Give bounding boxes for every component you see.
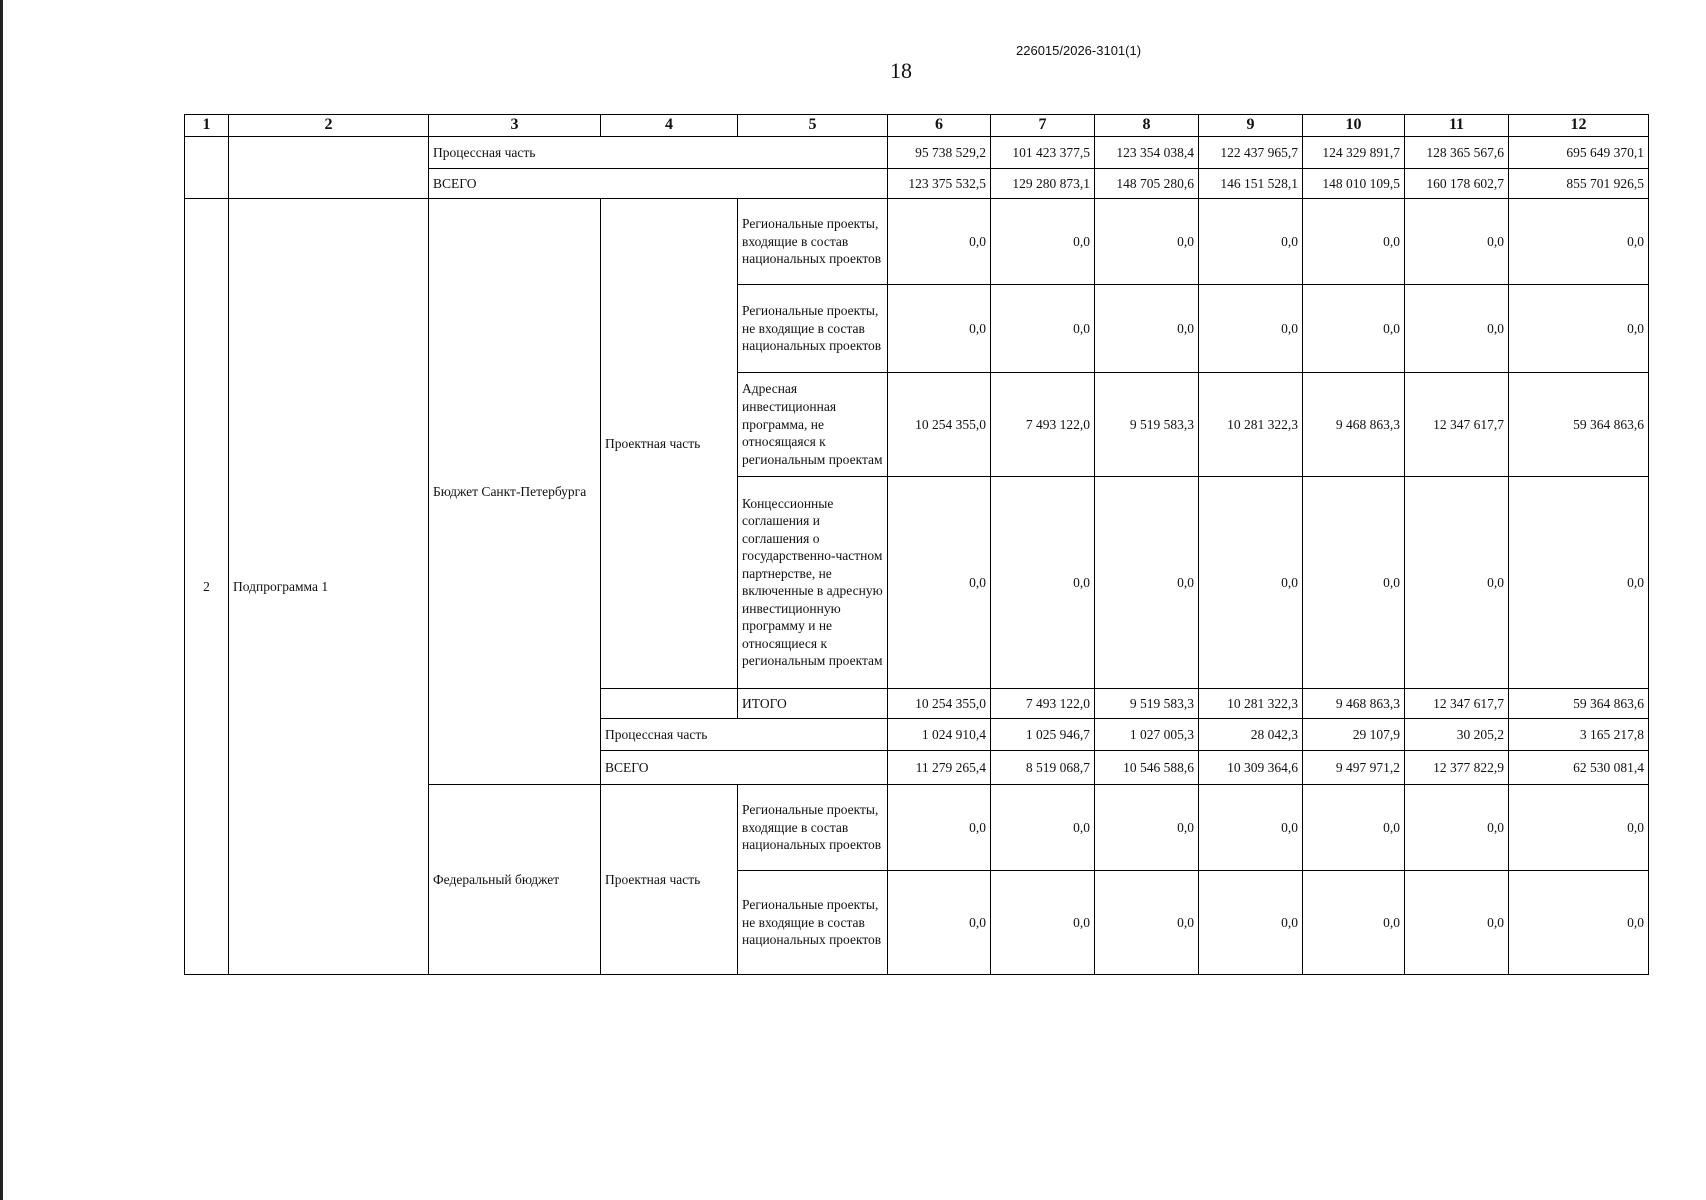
table-row — [185, 198, 1649, 284]
row-label: Процессная часть — [601, 718, 888, 750]
value-cell: 0,0 — [888, 784, 991, 870]
value-cell: 8 519 068,7 — [991, 750, 1095, 784]
value-cell: 1 027 005,3 — [1095, 718, 1199, 750]
value-cell: 0,0 — [1199, 198, 1303, 284]
value-cell: 59 364 863,6 — [1509, 372, 1649, 476]
column-number-row — [185, 115, 1649, 137]
page-number: 18 — [890, 58, 912, 83]
category-label: Адресная инвестиционная программа, не относящаяся к региональным проектам — [738, 372, 888, 476]
value-cell: 9 519 583,3 — [1095, 372, 1199, 476]
funding-source: Бюджет Санкт-Петербурга — [429, 198, 601, 784]
value-cell: 0,0 — [991, 284, 1095, 372]
value-cell: 123 354 038,4 — [1095, 136, 1199, 168]
scan-edge — [0, 0, 3, 1200]
value-cell: 855 701 926,5 — [1509, 168, 1649, 198]
value-cell: 0,0 — [1509, 784, 1649, 870]
column-number-cell: 6 — [888, 115, 991, 137]
value-cell: 129 280 873,1 — [991, 168, 1095, 198]
category-label: Региональные проекты, входящие в состав национальных проектов — [738, 784, 888, 870]
value-cell: 128 365 567,6 — [1405, 136, 1509, 168]
value-cell: 28 042,3 — [1199, 718, 1303, 750]
column-number-cell: 8 — [1095, 115, 1199, 137]
value-cell: 0,0 — [1303, 870, 1405, 974]
category-label: Региональные проекты, не входящие в состав национальных проектов — [738, 870, 888, 974]
value-cell: 0,0 — [991, 476, 1095, 688]
value-cell: 148 010 109,5 — [1303, 168, 1405, 198]
column-number-cell: 11 — [1405, 115, 1509, 137]
value-cell: 0,0 — [1303, 284, 1405, 372]
category-label: Региональные проекты, входящие в состав национальных проектов — [738, 198, 888, 284]
category-label: Региональные проекты, не входящие в состав национальных проектов — [738, 284, 888, 372]
value-cell: 11 279 265,4 — [888, 750, 991, 784]
value-cell: 0,0 — [1303, 198, 1405, 284]
column-number-cell: 1 — [185, 115, 229, 137]
category-label: Концессионные соглашения и соглашения о государственно-частном партнерстве, не включенные в адресную инвестиционную программу и не относящиеся к региональным проектам — [738, 476, 888, 688]
value-cell: 0,0 — [1095, 784, 1199, 870]
value-cell: 0,0 — [1509, 284, 1649, 372]
value-cell: 10 281 322,3 — [1199, 688, 1303, 718]
value-cell: 0,0 — [1303, 476, 1405, 688]
value-cell: 0,0 — [1199, 784, 1303, 870]
value-cell: 124 329 891,7 — [1303, 136, 1405, 168]
value-cell: 0,0 — [1405, 476, 1509, 688]
value-cell: 59 364 863,6 — [1509, 688, 1649, 718]
subprogram-name: Подпрограмма 1 — [229, 198, 429, 974]
value-cell: 12 377 822,9 — [1405, 750, 1509, 784]
column-number-cell: 3 — [429, 115, 601, 137]
value-cell: 9 497 971,2 — [1303, 750, 1405, 784]
value-cell: 160 178 602,7 — [1405, 168, 1509, 198]
value-cell: 123 375 532,5 — [888, 168, 991, 198]
value-cell: 122 437 965,7 — [1199, 136, 1303, 168]
itogo-label: ИТОГО — [738, 688, 888, 718]
value-cell: 0,0 — [1095, 476, 1199, 688]
row-label: ВСЕГО — [429, 168, 888, 198]
column-number-cell: 4 — [601, 115, 738, 137]
part-label: Проектная часть — [601, 784, 738, 974]
column-number-cell: 5 — [738, 115, 888, 137]
value-cell: 7 493 122,0 — [991, 688, 1095, 718]
empty-cell — [185, 136, 229, 198]
value-cell: 12 347 617,7 — [1405, 688, 1509, 718]
empty-cell — [229, 136, 429, 198]
value-cell: 101 423 377,5 — [991, 136, 1095, 168]
value-cell: 0,0 — [991, 870, 1095, 974]
value-cell: 0,0 — [1303, 784, 1405, 870]
value-cell: 0,0 — [1199, 284, 1303, 372]
value-cell: 0,0 — [991, 198, 1095, 284]
value-cell: 0,0 — [1509, 476, 1649, 688]
value-cell: 10 254 355,0 — [888, 372, 991, 476]
column-number-cell: 7 — [991, 115, 1095, 137]
column-number-cell: 10 — [1303, 115, 1405, 137]
document-id: 226015/2026-3101(1) — [1016, 43, 1142, 58]
funding-source: Федеральный бюджет — [429, 784, 601, 974]
value-cell: 95 738 529,2 — [888, 136, 991, 168]
value-cell: 10 309 364,6 — [1199, 750, 1303, 784]
value-cell: 0,0 — [1095, 870, 1199, 974]
value-cell: 9 519 583,3 — [1095, 688, 1199, 718]
value-cell: 0,0 — [1405, 284, 1509, 372]
value-cell: 10 254 355,0 — [888, 688, 991, 718]
value-cell: 0,0 — [1199, 476, 1303, 688]
value-cell: 10 546 588,6 — [1095, 750, 1199, 784]
value-cell: 0,0 — [1509, 870, 1649, 974]
value-cell: 62 530 081,4 — [1509, 750, 1649, 784]
value-cell: 3 165 217,8 — [1509, 718, 1649, 750]
budget-table — [184, 114, 1649, 975]
value-cell: 146 151 528,1 — [1199, 168, 1303, 198]
value-cell: 0,0 — [1405, 784, 1509, 870]
value-cell: 29 107,9 — [1303, 718, 1405, 750]
value-cell: 1 025 946,7 — [991, 718, 1095, 750]
row-number: 2 — [185, 198, 229, 974]
value-cell: 695 649 370,1 — [1509, 136, 1649, 168]
value-cell: 0,0 — [888, 476, 991, 688]
value-cell: 9 468 863,3 — [1303, 372, 1405, 476]
value-cell: 7 493 122,0 — [991, 372, 1095, 476]
part-label: Проектная часть — [601, 198, 738, 688]
value-cell: 0,0 — [1199, 870, 1303, 974]
column-number-cell: 12 — [1509, 115, 1649, 137]
value-cell: 0,0 — [888, 284, 991, 372]
value-cell: 0,0 — [1405, 198, 1509, 284]
value-cell: 148 705 280,6 — [1095, 168, 1199, 198]
value-cell: 0,0 — [888, 870, 991, 974]
value-cell: 9 468 863,3 — [1303, 688, 1405, 718]
value-cell: 0,0 — [1095, 198, 1199, 284]
value-cell: 1 024 910,4 — [888, 718, 991, 750]
empty-cell — [601, 688, 738, 718]
value-cell: 0,0 — [1095, 284, 1199, 372]
table-row — [185, 136, 1649, 168]
row-label: ВСЕГО — [601, 750, 888, 784]
value-cell: 30 205,2 — [1405, 718, 1509, 750]
value-cell: 0,0 — [1509, 198, 1649, 284]
column-number-cell: 9 — [1199, 115, 1303, 137]
value-cell: 12 347 617,7 — [1405, 372, 1509, 476]
value-cell: 0,0 — [888, 198, 991, 284]
row-label: Процессная часть — [429, 136, 888, 168]
value-cell: 10 281 322,3 — [1199, 372, 1303, 476]
value-cell: 0,0 — [991, 784, 1095, 870]
column-number-cell: 2 — [229, 115, 429, 137]
value-cell: 0,0 — [1405, 870, 1509, 974]
